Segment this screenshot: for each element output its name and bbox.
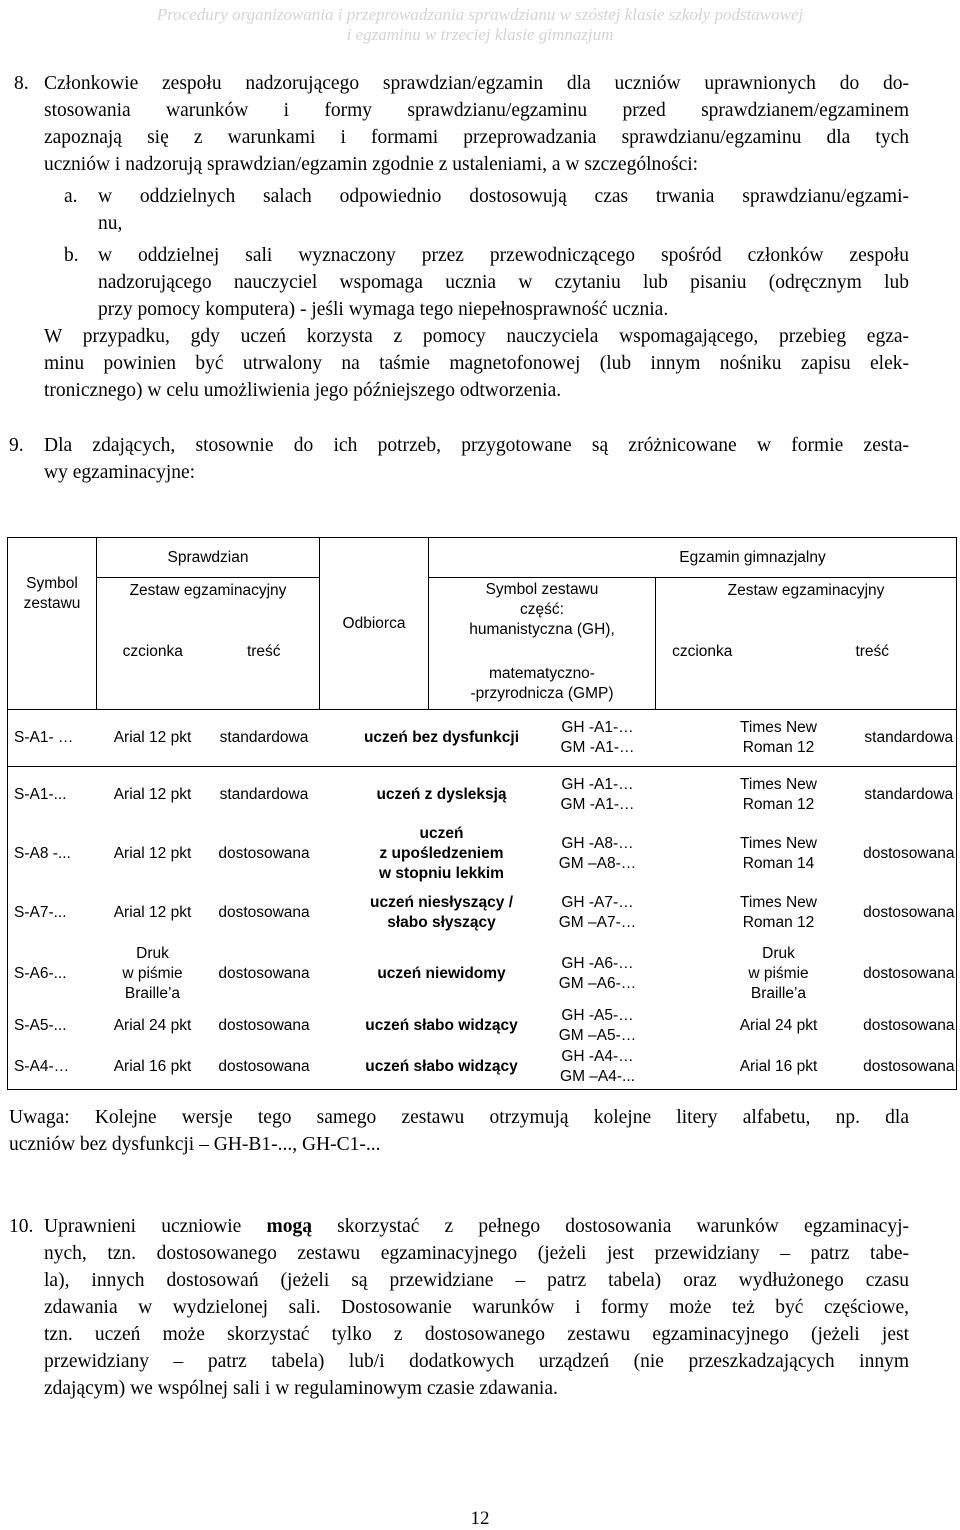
section-8-line-1: Członkowie zespołu nadzorującego sprawdzian/egzamin dla uczniów uprawnionych do do- bbox=[44, 73, 909, 94]
header-line-1: Procedury organizowania i przeprowadzania sprawdzianu w szóstej klasie szkoły podstawowej bbox=[156, 5, 804, 24]
czcionka-gim-header: czcionka bbox=[656, 604, 749, 710]
section-10-line-5: tzn. uczeń może skorzystać tylko z dostosowanego zestawu egzaminacyjnego (jeżeli jest bbox=[44, 1324, 909, 1345]
cell-odbiorca: uczeń niewidomy bbox=[377, 964, 506, 982]
symbol-gim-header-l1: Symbol zestawu bbox=[485, 581, 599, 598]
cell-gim-font bbox=[656, 884, 862, 942]
cell-font-l2: w piśmie bbox=[122, 964, 183, 982]
section-10-line-1 bbox=[44, 1213, 909, 1240]
item-a-label: a. bbox=[64, 186, 78, 207]
cell-gm: GM -A1-… bbox=[560, 739, 635, 756]
cell-symbol: S-A1-... bbox=[8, 767, 97, 824]
cell-gim-symbol bbox=[540, 824, 656, 884]
section-9-number: 9. bbox=[9, 435, 24, 456]
cell-odbiorca-l1: uczeń bbox=[419, 824, 464, 842]
section-10-line-6: przewidziany – patrz tabela) lub/i dodatkowych urządzeń (nie przeszkadzających innym bbox=[44, 1351, 909, 1372]
section-10-line-1-a: Uprawnieni uczniowie bbox=[44, 1216, 267, 1237]
cell-gim-symbol bbox=[540, 1006, 656, 1046]
cell-gm: GM –A4-... bbox=[560, 1068, 635, 1086]
cell-gim-font-l2: Roman 14 bbox=[742, 854, 815, 872]
cell-symbol: S-A8 -... bbox=[8, 824, 97, 884]
cell-symbol: S-A4-… bbox=[8, 1046, 97, 1090]
section-8-line-2: stosowania warunków i formy sprawdzianu/egzaminu przed sprawdzianem/egzaminem bbox=[44, 100, 909, 121]
tresc-gim-header: treść bbox=[749, 604, 957, 710]
cell-tresc: standardowa bbox=[209, 710, 320, 767]
cell-tresc: dostosowana bbox=[209, 1046, 320, 1090]
note-line-2: uczniów bez dysfunkcji – GH-B1-..., GH-C1-... bbox=[9, 1134, 381, 1155]
symbol-gim-header-l2: część: bbox=[520, 601, 564, 618]
cell-gim-font-l1: Times New bbox=[740, 893, 817, 911]
cell-font: Arial 24 pkt bbox=[113, 1016, 192, 1034]
symbol-header-text: Symbol zestawu bbox=[23, 574, 81, 612]
closing-line-3: tronicznego) w celu umożliwienia jego późniejszego odtworzenia. bbox=[44, 380, 562, 401]
cell-gh: GH -A8-… bbox=[561, 834, 634, 852]
cell-symbol: S-A7-... bbox=[8, 884, 97, 942]
cell-gim-tresc: dostosowana bbox=[862, 942, 957, 1006]
table-row bbox=[8, 710, 957, 767]
cell-odbiorca: uczeń słabo widzący bbox=[320, 1046, 540, 1090]
cell-gh: GH -A1-… bbox=[561, 776, 634, 794]
cell-odbiorca bbox=[320, 884, 540, 942]
exam-sets-table bbox=[7, 537, 957, 1090]
closing-line-2: minu powinien być utrwalony na taśmie magnetofonowej (lub innym nośniku zapisu elek- bbox=[44, 353, 909, 374]
cell-gim-tresc: dostosowana bbox=[862, 884, 957, 942]
zestaw-gim-header: Zestaw egzaminacyjny bbox=[656, 578, 957, 604]
cell-odbiorca-l2: z upośledzeniem bbox=[379, 844, 504, 862]
cell-gim-tresc: dostosowana bbox=[862, 824, 957, 884]
cell-gim-font bbox=[656, 942, 862, 1006]
table-row bbox=[8, 1046, 957, 1090]
cell-font: Arial 12 pkt bbox=[97, 767, 209, 824]
section-10-line-2: nych, tzn. dostosowanego zestawu egzaminacyjnego (jeżeli jest przewidziany – patrz tabe- bbox=[44, 1243, 909, 1264]
cell-symbol: S-A5-... bbox=[8, 1006, 97, 1046]
cell-gim-font-l1: Druk bbox=[762, 944, 795, 962]
cell-gim-font-l1: Times New bbox=[740, 834, 817, 852]
table-row bbox=[8, 824, 957, 884]
symbol-gim-header-l4: matematyczno- bbox=[489, 665, 595, 682]
header-line-2: i egzaminu w trzeciej klasie gimnazjum bbox=[346, 25, 614, 44]
cell-gm: GM –A6-… bbox=[558, 974, 637, 992]
cell-odbiorca-l3: w stopniu lekkim bbox=[379, 864, 504, 882]
section-9-line-1: Dla zdających, stosownie do ich potrzeb, przygotowane są zróżnicowane w formie zesta- bbox=[44, 435, 909, 456]
cell-gim-tresc: dostosowana bbox=[862, 1046, 957, 1090]
section-8-line-4: uczniów i nadzorują sprawdzian/egzamin zgodnie z ustaleniami, a w szczególności: bbox=[44, 154, 699, 175]
cell-tresc: dostosowana bbox=[218, 903, 310, 921]
item-b-line-1: w oddzielnej sali wyznaczony przez przewodniczącego spośród członków zespołu bbox=[98, 245, 909, 266]
cell-odbiorca: uczeń z dysleksją bbox=[320, 767, 540, 824]
cell-tresc: dostosowana bbox=[218, 844, 310, 862]
closing-line-1: W przypadku, gdy uczeń korzysta z pomocy nauczyciela wspomagającego, przebieg egza- bbox=[44, 326, 909, 347]
symbol-gim-header bbox=[429, 578, 656, 710]
cell-gim-font: Arial 16 pkt bbox=[656, 1046, 862, 1090]
cell-gim-symbol bbox=[540, 767, 656, 824]
cell-gim-symbol bbox=[540, 1046, 656, 1090]
section-10-line-7: zdającym) we wspólnej sali i w regulaminowym czasie zdawania. bbox=[44, 1378, 558, 1399]
page-number: 12 bbox=[470, 1508, 490, 1529]
cell-tresc: standardowa bbox=[209, 767, 320, 824]
egzamin-header: Egzamin gimnazjalny bbox=[429, 538, 957, 578]
cell-gim-font-l2: Roman 12 bbox=[742, 739, 815, 756]
symbol-header bbox=[8, 574, 97, 680]
item-a-line-1: w oddzielnych salach odpowiednio dostosowują czas trwania sprawdzianu/egzami- bbox=[98, 186, 909, 207]
cell-font: Arial 12 pkt bbox=[113, 903, 192, 921]
section-9-line-2: wy egzaminacyjne: bbox=[44, 462, 196, 483]
cell-odbiorca: uczeń słabo widzący bbox=[365, 1016, 518, 1034]
symbol-gim-header-l3: humanistyczna (GH), bbox=[469, 621, 615, 638]
cell-symbol: S-A1- … bbox=[8, 710, 97, 767]
section-10-line-4: zdawania w wydzielonej sali. Dostosowanie warunków i formy może też być częściowe, bbox=[44, 1297, 909, 1318]
cell-gim-font-l1: Times New bbox=[740, 776, 817, 794]
cell-gim-font bbox=[656, 710, 862, 767]
cell-gh: GH -A1-… bbox=[561, 719, 634, 736]
symbol-gim-header-l5: -przyrodnicza (GMP) bbox=[470, 685, 614, 702]
item-a-line-2: nu, bbox=[98, 213, 123, 234]
czcionka-header: czcionka bbox=[122, 642, 183, 660]
cell-gim-symbol bbox=[540, 884, 656, 942]
cell-tresc: dostosowana bbox=[218, 964, 310, 982]
cell-gim-symbol bbox=[540, 710, 656, 767]
cell-font-l1: Druk bbox=[136, 944, 169, 962]
cell-gim-font-l1: Times New bbox=[740, 719, 817, 736]
cell-gm: GM –A8-… bbox=[558, 854, 637, 872]
section-10-line-1-b: skorzystać z pełnego dostosowania warunków egzaminacyj- bbox=[311, 1216, 909, 1237]
cell-gim-font-l3: Braille’a bbox=[750, 984, 807, 1002]
section-10-line-1-bold: mogą bbox=[266, 1216, 312, 1237]
cell-gim-font bbox=[656, 767, 862, 824]
cell-gh: GH -A7-… bbox=[561, 893, 634, 911]
cell-font: Arial 12 pkt bbox=[113, 844, 192, 862]
cell-odbiorca-l1: uczeń niesłyszący / bbox=[369, 893, 514, 911]
section-8-number: 8. bbox=[14, 73, 29, 94]
item-b-label: b. bbox=[64, 245, 79, 266]
item-b-line-2: nadzorującego nauczyciel wspomaga ucznia w czytaniu lub pisaniu (odręcznym lub bbox=[98, 272, 909, 293]
cell-gm: GM –A5-… bbox=[558, 1026, 637, 1044]
tresc-header: treść bbox=[246, 642, 281, 660]
cell-gh: GH -A6-… bbox=[561, 954, 634, 972]
cell-gim-tresc: dostosowana bbox=[862, 1006, 957, 1046]
section-8-line-3: zapoznają się z warunkami i formami przeprowadzania sprawdzianu/egzaminu dla tych bbox=[44, 127, 909, 148]
item-b-line-3: przy pomocy komputera) - jeśli wymaga tego niepełnosprawność ucznia. bbox=[98, 299, 669, 320]
cell-gm: GM -A1-… bbox=[560, 796, 635, 814]
cell-gm: GM –A7-… bbox=[558, 913, 637, 931]
cell-gh: GH -A5-… bbox=[561, 1006, 634, 1024]
cell-gim-font-l2: w piśmie bbox=[748, 964, 809, 982]
note-line-1: Uwaga: Kolejne wersje tego samego zestawu otrzymują kolejne litery alfabetu, np. dla bbox=[9, 1107, 909, 1128]
section-10-number: 10. bbox=[9, 1216, 34, 1237]
odbiorca-header: Odbiorca bbox=[320, 538, 429, 710]
cell-gim-tresc: standardowa bbox=[862, 767, 957, 824]
cell-font: Arial 12 pkt bbox=[97, 710, 209, 767]
cell-gim-font-l2: Roman 12 bbox=[742, 796, 815, 814]
cell-font bbox=[97, 942, 209, 1006]
cell-gim-tresc: standardowa bbox=[862, 710, 957, 767]
cell-font-l3: Braille’a bbox=[124, 984, 181, 1002]
cell-odbiorca: uczeń bez dysfunkcji bbox=[320, 710, 540, 767]
table-row bbox=[8, 767, 957, 824]
table-row bbox=[8, 1006, 957, 1046]
cell-odbiorca-l2: słabo słyszący bbox=[387, 913, 496, 931]
zestaw-header: Zestaw egzaminacyjny bbox=[97, 578, 320, 604]
sprawdzian-header: Sprawdzian bbox=[97, 538, 320, 578]
cell-gim-font-l2: Roman 12 bbox=[742, 913, 815, 931]
cell-gim-font: Arial 24 pkt bbox=[739, 1016, 818, 1034]
cell-tresc: dostosowana bbox=[218, 1016, 310, 1034]
cell-symbol: S-A6-... bbox=[8, 942, 97, 1006]
cell-gh: GH -A4-… bbox=[561, 1048, 634, 1066]
table-row bbox=[8, 884, 957, 942]
cell-font: Arial 16 pkt bbox=[97, 1046, 209, 1090]
section-10-line-3: la), innych dostosowań (jeżeli są przewidziane – patrz tabela) oraz wydłużonego czasu bbox=[44, 1270, 909, 1291]
cell-gim-symbol bbox=[540, 942, 656, 1006]
cell-gim-font bbox=[656, 824, 862, 884]
cell-odbiorca bbox=[320, 824, 540, 884]
table-row bbox=[8, 942, 957, 1006]
